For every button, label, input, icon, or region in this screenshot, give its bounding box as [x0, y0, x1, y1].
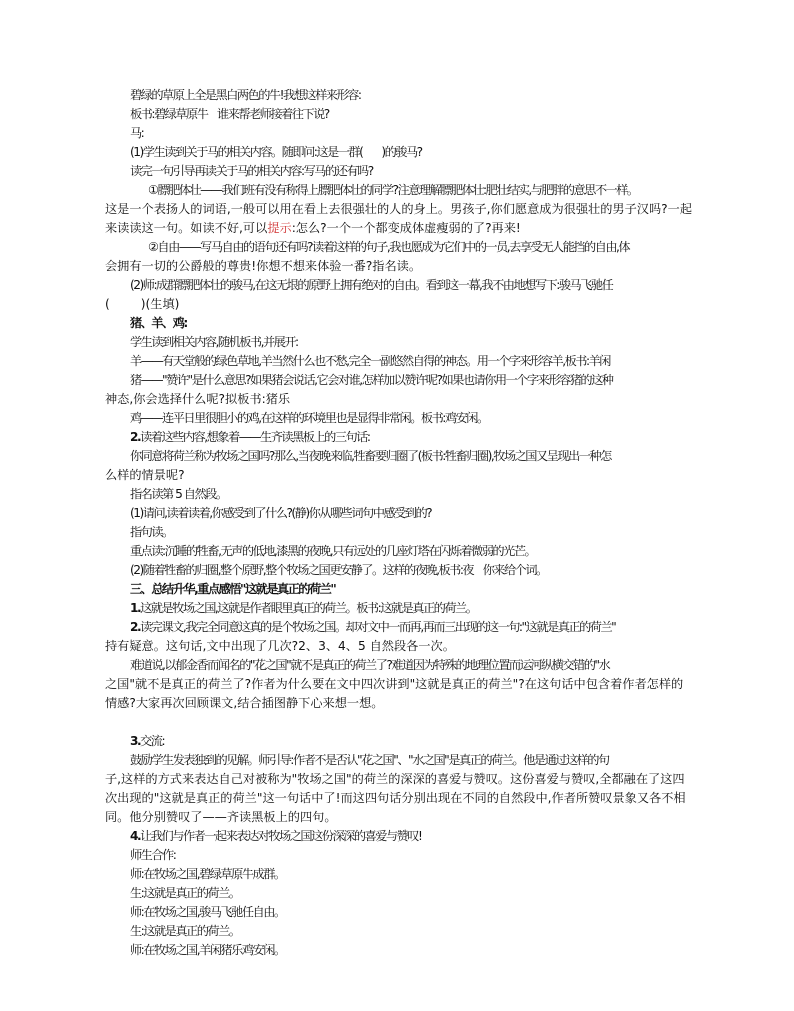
- text-line: (2)随着牲畜的归圈,整个原野,整个牧场之国更安静了。这样的夜晚,板书:夜 你来给个词。: [130, 563, 547, 577]
- text-line: 重点读:沉睡的牲畜,无声的低地,漆黑的夜晚,只有远处的几座灯塔在闪烁着微弱的光芒。: [130, 544, 536, 558]
- text-line: 指句读。: [130, 525, 173, 539]
- text-span: 交流:: [140, 734, 165, 748]
- text-line: 生:这就是真正的荷兰。: [130, 924, 240, 938]
- text-span: 这就是牧场之国,这就是作者眼里真正的荷兰。板书:这就是真正的荷兰。: [140, 601, 477, 615]
- text-line: [130, 732, 720, 751]
- item-number: 2.: [130, 620, 141, 634]
- text-line: 生:这就是真正的荷兰。: [130, 886, 240, 900]
- text-line: (2)师:成群膘肥体壮的骏马,在这无垠的原野上拥有绝对的自由。看到这一幕,我不由地想写下:骏马飞驰任: [130, 278, 613, 292]
- text-line: 师:在牧场之国,碧绿草原牛成群。: [130, 867, 285, 881]
- text-line: 子,这样的方式来表达自己对被称为"牧场之国"的荷兰的深深的喜爱与赞叹。这份喜爱与赞叹,全都融在了这四: [105, 772, 685, 786]
- text-line: 猪——"赞许"是什么意思?如果猪会说话,它会对谁,怎样加以赞许呢?如果也请你用一个字来形容猪的这种: [130, 373, 613, 387]
- text-line: 之国"就不是真正的荷兰了?作者为什么要在文中四次讲到"这就是真正的荷兰"?在这句话中包含着作者怎样的: [105, 677, 684, 691]
- text-line: 你同意将荷兰称为牧场之国吗?那么,当夜晚来临,牲畜要归圈了(板书:牲畜归圈),牧场之国又呈现出一种怎: [130, 449, 611, 463]
- text-line: 羊——有天堂般的绿色草地,羊当然什么也不愁,完全一副悠然自得的神态。用一个字来形容羊,板书:羊闲: [130, 354, 610, 368]
- text-line: 师生合作:: [130, 848, 176, 862]
- text-line: 鼓励学生发表独到的见解。师引导:作者不是否认"花之国"、"水之国"是真正的荷兰。他是通过这样的句: [130, 753, 609, 767]
- text-line: (1)请问,读着读着,你感受到了什么?(静)你从哪些词句中感受到的?: [130, 506, 432, 520]
- text-line: 碧绿的草原上全是黑白两色的牛!我想这样来形容:: [130, 88, 361, 102]
- text-line: 同。他分别赞叹了——齐读黑板上的四句。: [105, 810, 337, 824]
- text-line: ①膘肥体壮——我们班有没有称得上膘肥体壮的同学?注意理解膘肥体壮:肥壮结实,与肥胖的意思不一样。: [148, 183, 638, 197]
- text-line: ( )(生填): [105, 297, 180, 311]
- text-line: 师:在牧场之国,骏马飞驰任自由。: [130, 905, 285, 919]
- text-line: 板书:碧绿草原牛 谁来帮老师接着往下说?: [130, 107, 329, 121]
- text-line: [130, 599, 720, 618]
- text-line: 么样的情景呢?: [105, 468, 185, 482]
- highlighted-word: 提示: [267, 221, 292, 235]
- text-line: [130, 428, 720, 447]
- text-line: [130, 827, 720, 846]
- text-span: :怎么?一个一个都变成体虚瘦弱的了?再来!: [291, 221, 521, 235]
- text-line: 次出现的"这就是真正的荷兰"这一句话中了!而这四句话分别出现在不同的自然段中,作者所赞叹景象又各不相: [105, 791, 686, 805]
- text-span: 读完课文,我完全同意这真的是个牧场之国。却对文中一而再,再而三出现的这一句:"这就是真正的荷兰": [140, 620, 616, 634]
- text-line: 情感?大家再次回顾课文,结合插图静下心来想一想。: [105, 696, 384, 710]
- text-span: 来读读这一句。如读不好,可以: [105, 221, 268, 235]
- section-heading: 三、总结升华,重点感悟"这就是真正的荷兰": [130, 582, 336, 596]
- text-line: 难道说,以郁金香而闻名的"花之国"就不是真正的荷兰了?难道因为特殊的地理位置而运河纵横交错的"水: [130, 658, 610, 672]
- text-line: 师:在牧场之国,羊闲猪乐鸡安闲。: [130, 943, 285, 957]
- item-number: 2.: [130, 430, 141, 444]
- text-line: 学生读到相关内容,随机板书,并展开:: [130, 335, 298, 349]
- text-line: 鸡——连平日里很胆小的鸡,在这样的环境里也是显得非常闲。板书:鸡安闲。: [130, 411, 488, 425]
- text-line: 会拥有一切的公爵般的尊贵!你想不想来体验一番?指名读。: [105, 259, 422, 273]
- item-number: 3.: [130, 734, 141, 748]
- text-line: 持有疑意。这句话,文中出现了几次?2、3、4、5 自然段各一次。: [105, 639, 455, 653]
- text-line: 马:: [130, 126, 144, 140]
- text-line: 神态,你会选择什么呢?拟板书:猪乐: [105, 392, 291, 406]
- text-line: (1)学生读到关于马的相关内容。随即问:这是一群( )的骏马?: [130, 145, 422, 159]
- item-number: 4.: [130, 829, 141, 843]
- text-line: 这是一个表扬人的词语,一般可以用在看上去很强壮的人的身上。男孩子,你们愿意成为很强壮的男子汉吗?一起: [105, 202, 693, 216]
- text-line: ②自由——写马自由的语句还有吗?读着这样的句子,我也愿成为它们中的一员,去享受无人能挡的自由,体: [148, 240, 630, 254]
- text-span: 读着这些内容,想象着——生齐读黑板上的三句话:: [140, 430, 370, 444]
- text-line: [130, 618, 720, 637]
- item-number: 1.: [130, 601, 141, 615]
- text-span: 让我们与作者一起来表达对牧场之国这份深深的喜爱与赞叹!: [140, 829, 422, 843]
- text-line: 指名读第 5 自然段。: [130, 487, 227, 501]
- text-line: 读完一句引导再读关于马的相关内容:写马的还有吗?: [130, 164, 373, 178]
- text-line: [105, 219, 695, 238]
- text-line: 猪、羊、鸡:: [130, 316, 187, 330]
